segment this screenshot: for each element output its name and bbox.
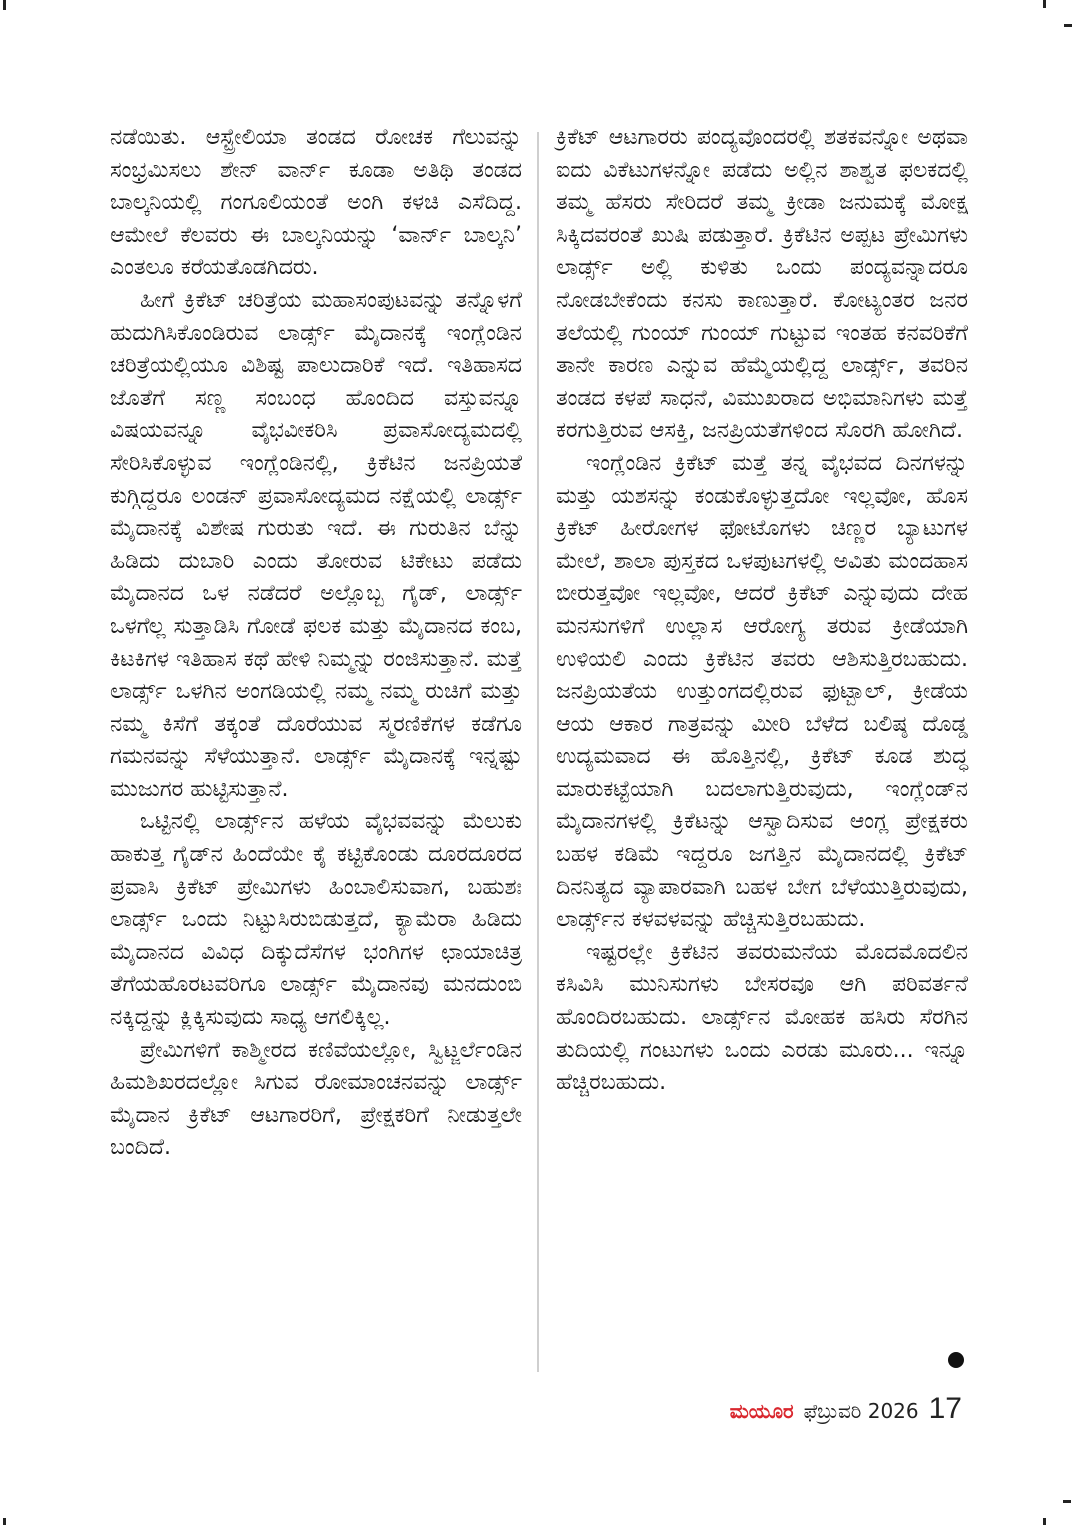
- crop-mark-right-top: [1064, 24, 1072, 27]
- page-footer: [730, 1392, 962, 1426]
- paragraph: ಕ್ರಿಕೆಟ್ ಆಟಗಾರರು ಪಂದ್ಯವೊಂದರಲ್ಲಿ ಶತಕವನ್ನೋ ಅಥವಾ ಐದು ವಿಕೆಟುಗಳನ್ನೋ ಪಡೆದು ಅಲ್ಲಿನ ಶಾಶ್ವತ ಫಲಕದಲ್ಲಿ ತಮ್ಮ ಹೆಸರು ಸೇರಿದರೆ ತಮ್ಮ ಕ್ರೀಡಾ ಜನುಮಕ್ಕೆ ಮೋಕ್ಷ ಸಿಕ್ಕಿದವರಂತೆ ಖುಷಿ ಪಡುತ್ತಾರೆ. ಕ್ರಿಕೆಟಿನ ಅಪ್ಪಟ ಪ್ರೇಮಿಗಳು ಲಾರ್ಡ್ಸ್ ಅಲ್ಲಿ ಕುಳಿತು ಒಂದು ಪಂದ್ಯವನ್ನಾದರೂ ನೋಡಬೇಕೆಂದು ಕನಸು ಕಾಣುತ್ತಾರೆ. ಕೋಟ್ಯಂತರ ಜನರ ತಲೆಯಲ್ಲಿ ಗುಂಯ್ ಗುಂಯ್ ಗುಟ್ಟುವ ಇಂತಹ ಕನವರಿಕೆಗೆ ತಾನೇ ಕಾರಣ ಎನ್ನುವ ಹೆಮ್ಮೆಯಲ್ಲಿದ್ದ ಲಾರ್ಡ್ಸ್, ತವರಿನ ತಂಡದ ಕಳಪೆ ಸಾಧನೆ, ವಿಮುಖರಾದ ಅಭಿಮಾನಿಗಳು ಮತ್ತೆ ಕರಗುತ್ತಿರುವ ಆಸಕ್ತಿ, ಜನಪ್ರಿಯತೆಗಳಿಂದ ಸೊರಗಿ ಹೋಗಿದೆ.: [556, 125, 968, 444]
- paragraph: ಪ್ರೇಮಿಗಳಿಗೆ ಕಾಶ್ಮೀರದ ಕಣಿವೆಯಲ್ಲೋ, ಸ್ವಿಟ್ಜರ್ಲೆಂಡಿನ ಹಿಮಶಿಖರದಲ್ಲೋ ಸಿಗುವ ರೋಮಾಂಚನವನ್ನು ಲಾರ್ಡ್ಸ್ ಮೈದಾನ ಕ್ರಿಕೆಟ್ ಆಟಗಾರರಿಗೆ, ಪ್ರೇಕ್ಷಕರಿಗೆ ನೀಡುತ್ತಲೇ ಬಂದಿದೆ.: [110, 1037, 522, 1161]
- article-end-bullet-icon: [948, 1352, 964, 1368]
- crop-mark-right-bottom: [1063, 1500, 1071, 1503]
- magazine-brand: ಮಯೂರ: [729, 1399, 794, 1423]
- paragraph: ಹೀಗೆ ಕ್ರಿಕೆಟ್ ಚರಿತ್ರೆಯ ಮಹಾಸಂಪುಟವನ್ನು ತನ್ನೊಳಗೆ ಹುದುಗಿಸಿಕೊಂಡಿರುವ ಲಾರ್ಡ್ಸ್ ಮೈದಾನಕ್ಕೆ ಇಂಗ್ಲೆಂಡಿನ ಚರಿತ್ರೆಯಲ್ಲಿಯೂ ವಿಶಿಷ್ಟ ಪಾಲುದಾರಿಕೆ ಇದೆ. ಇತಿಹಾಸದ ಜೊತೆಗೆ ಸಣ್ಣ ಸಂಬಂಧ ಹೊಂದಿದ ವಸ್ತುವನ್ನೂ ವಿಷಯವನ್ನೂ ವೈಭವೀಕರಿಸಿ ಪ್ರವಾಸೋದ್ಯಮದಲ್ಲಿ ಸೇರಿಸಿಕೊಳ್ಳುವ ಇಂಗ್ಲೆಂಡಿನಲ್ಲಿ, ಕ್ರಿಕೆಟಿನ ಜನಪ್ರಿಯತೆ ಕುಗ್ಗಿದ್ದರೂ ಲಂಡನ್ ಪ್ರವಾಸೋದ್ಯಮದ ನಕ್ಷೆಯಲ್ಲಿ ಲಾರ್ಡ್ಸ್ ಮೈದಾನಕ್ಕೆ ವಿಶೇಷ ಗುರುತು ಇದೆ. ಈ ಗುರುತಿನ ಬೆನ್ನು ಹಿಡಿದು ದುಬಾರಿ ಎಂದು ತೋರುವ ಟಿಕೇಟು ಪಡೆದು ಮೈದಾನದ ಒಳ ನಡೆದರೆ ಅಲ್ಲೊಬ್ಬ ಗೈಡ್, ಲಾರ್ಡ್ಸ್ ಒಳಗೆಲ್ಲ ಸುತ್ತಾಡಿಸಿ ಗೋಡೆ ಫಲಕ ಮತ್ತು ಮೈದಾನದ ಕಂಬ, ಕಿಟಕಿಗಳ ಇತಿಹಾಸ ಕಥೆ ಹೇಳಿ ನಿಮ್ಮನ್ನು ರಂಜಿಸುತ್ತಾನೆ. ಮತ್ತೆ ಲಾರ್ಡ್ಸ್ ಒಳಗಿನ ಅಂಗಡಿಯಲ್ಲಿ ನಮ್ಮ ನಮ್ಮ ರುಚಿಗೆ ಮತ್ತು ನಮ್ಮ ಕಿಸೆಗೆ ತಕ್ಕಂತೆ ದೊರೆಯುವ ಸ್ಮರಣಿಕೆಗಳ ಕಡೆಗೂ ಗಮನವನ್ನು ಸೆಳೆಯುತ್ತಾನೆ. ಲಾರ್ಡ್ಸ್ ಮೈದಾನಕ್ಕೆ ಇನ್ನಷ್ಟು ಮುಜುಗರ ಹುಟ್ಟಿಸುತ್ತಾನೆ.: [110, 287, 522, 802]
- paragraph: ನಡೆಯಿತು. ಆಸ್ಟ್ರೇಲಿಯಾ ತಂಡದ ರೋಚಕ ಗೆಲುವನ್ನು ಸಂಭ್ರಮಿಸಲು ಶೇನ್ ವಾರ್ನ್ ಕೂಡಾ ಅತಿಥಿ ತಂಡದ ಬಾಲ್ಕನಿಯಲ್ಲಿ ಗಂಗೂಲಿಯಂತೆ ಅಂಗಿ ಕಳಚಿ ಎಸೆದಿದ್ದ. ಆಮೇಲೆ ಕೆಲವರು ಈ ಬಾಲ್ಕನಿಯನ್ನು ‘ವಾರ್ನ್ ಬಾಲ್ಕನಿ’ ಎಂತಲೂ ಕರೆಯತೊಡಗಿದರು.: [110, 125, 522, 281]
- crop-mark-top-right: [1043, 0, 1046, 8]
- paragraph: ಇಷ್ಟರಲ್ಲೇ ಕ್ರಿಕೆಟಿನ ತವರುಮನೆಯ ಮೊದಮೊದಲಿನ ಕಸಿವಿಸಿ ಮುನಿಸುಗಳು ಬೇಸರವೂ ಆಗಿ ಪರಿವರ್ತನೆ ಹೊಂದಿರಬಹುದು. ಲಾರ್ಡ್ಸ್‌ನ ಮೋಹಕ ಹಸಿರು ಸೆರಗಿನ ತುದಿಯಲ್ಲಿ ಗಂಟುಗಳು ಒಂದು ಎರಡು ಮೂರು... ಇನ್ನೂ ಹೆಚ್ಚಿರಬಹುದು.: [556, 939, 968, 1096]
- paragraph: ಇಂಗ್ಲೆಂಡಿನ ಕ್ರಿಕೆಟ್ ಮತ್ತೆ ತನ್ನ ವೈಭವದ ದಿನಗಳನ್ನು ಮತ್ತು ಯಶಸನ್ನು ಕಂಡುಕೊಳ್ಳುತ್ತದೋ ಇಲ್ಲವೋ, ಹೊಸ ಕ್ರಿಕೆಟ್ ಹೀರೋಗಳ ಫೋಟೊಗಳು ಚಿಣ್ಣರ ಬ್ಯಾಟುಗಳ ಮೇಲೆ, ಶಾಲಾ ಪುಸ್ತಕದ ಒಳಪುಟಗಳಲ್ಲಿ ಅವಿತು ಮಂದಹಾಸ ಬೀರುತ್ತವೋ ಇಲ್ಲವೋ, ಆದರೆ ಕ್ರಿಕೆಟ್ ಎನ್ನುವುದು ದೇಹ ಮನಸುಗಳಿಗೆ ಉಲ್ಲಾಸ ಆರೋಗ್ಯ ತರುವ ಕ್ರೀಡೆಯಾಗಿ ಉಳಿಯಲಿ ಎಂದು ಕ್ರಿಕೆಟಿನ ತವರು ಆಶಿಸುತ್ತಿರಬಹುದು. ಜನಪ್ರಿಯತೆಯ ಉತ್ತುಂಗದಲ್ಲಿರುವ ಫುಟ್ಬಾಲ್, ಕ್ರೀಡೆಯ ಆಯ ಆಕಾರ ಗಾತ್ರವನ್ನು ಮೀರಿ ಬೆಳೆದ ಬಲಿಷ್ಠ ದೊಡ್ಡ ಉದ್ಯಮವಾದ ಈ ಹೊತ್ತಿನಲ್ಲಿ, ಕ್ರಿಕೆಟ್ ಕೂಡ ಶುದ್ಧ ಮಾರುಕಟ್ಟೆಯಾಗಿ ಬದಲಾಗುತ್ತಿರುವುದು, ಇಂಗ್ಲೆಂಡ್‌ನ ಮೈದಾನಗಳಲ್ಲಿ ಕ್ರಿಕೆಟನ್ನು ಆಸ್ವಾದಿಸುವ ಆಂಗ್ಲ ಪ್ರೇಕ್ಷಕರು ಬಹಳ ಕಡಿಮೆ ಇದ್ದರೂ ಜಗತ್ತಿನ ಮೈದಾನದಲ್ಲಿ ಕ್ರಿಕೆಟ್ ದಿನನಿತ್ಯದ ವ್ಯಾಪಾರವಾಗಿ ಬಹಳ ಬೇಗ ಬೆಳೆಯುತ್ತಿರುವುದು, ಲಾರ್ಡ್ಸ್‌ನ ಕಳವಳವನ್ನು ಹೆಚ್ಚಿಸುತ್ತಿರಬಹುದು.: [556, 450, 968, 933]
- article-column-left: [110, 122, 522, 1165]
- crop-mark-top-left: [3, 0, 6, 10]
- paragraph: ಒಟ್ಟಿನಲ್ಲಿ ಲಾರ್ಡ್ಸ್‌ನ ಹಳೆಯ ವೈಭವವನ್ನು ಮೆಲುಕು ಹಾಕುತ್ತ ಗೈಡ್‌ನ ಹಿಂದೆಯೇ ಕೈ ಕಟ್ಟಿಕೊಂಡು ದೂರದೂರದ ಪ್ರವಾಸಿ ಕ್ರಿಕೆಟ್ ಪ್ರೇಮಿಗಳು ಹಿಂಬಾಲಿಸುವಾಗ, ಬಹುಶಃ ಲಾರ್ಡ್ಸ್ ಒಂದು ನಿಟ್ಟುಸಿರುಬಿಡುತ್ತದೆ, ಕ್ಯಾಮೆರಾ ಹಿಡಿದು ಮೈದಾನದ ವಿವಿಧ ದಿಕ್ಕುದೆಸೆಗಳ ಭಂಗಿಗಳ ಛಾಯಾಚಿತ್ರ ತೆಗೆಯಹೊರಟವರಿಗೂ ಲಾರ್ಡ್ಸ್ ಮೈದಾನವು ಮನದುಂಬಿ ನಕ್ಕಿದ್ದನ್ನು ಕ್ಲಿಕ್ಕಿಸುವುದು ಸಾಧ್ಯ ಆಗಲಿಕ್ಕಿಲ್ಲ.: [110, 809, 522, 1031]
- article-column-right: [556, 122, 968, 1100]
- issue-date: ಫೆಬ್ರುವರಿ 2026: [803, 1399, 919, 1423]
- crop-mark-bottom-right: [1043, 1518, 1046, 1525]
- crop-mark-bottom-left: [3, 1518, 6, 1525]
- column-divider: [537, 132, 539, 1372]
- page-number: 17: [928, 1392, 962, 1425]
